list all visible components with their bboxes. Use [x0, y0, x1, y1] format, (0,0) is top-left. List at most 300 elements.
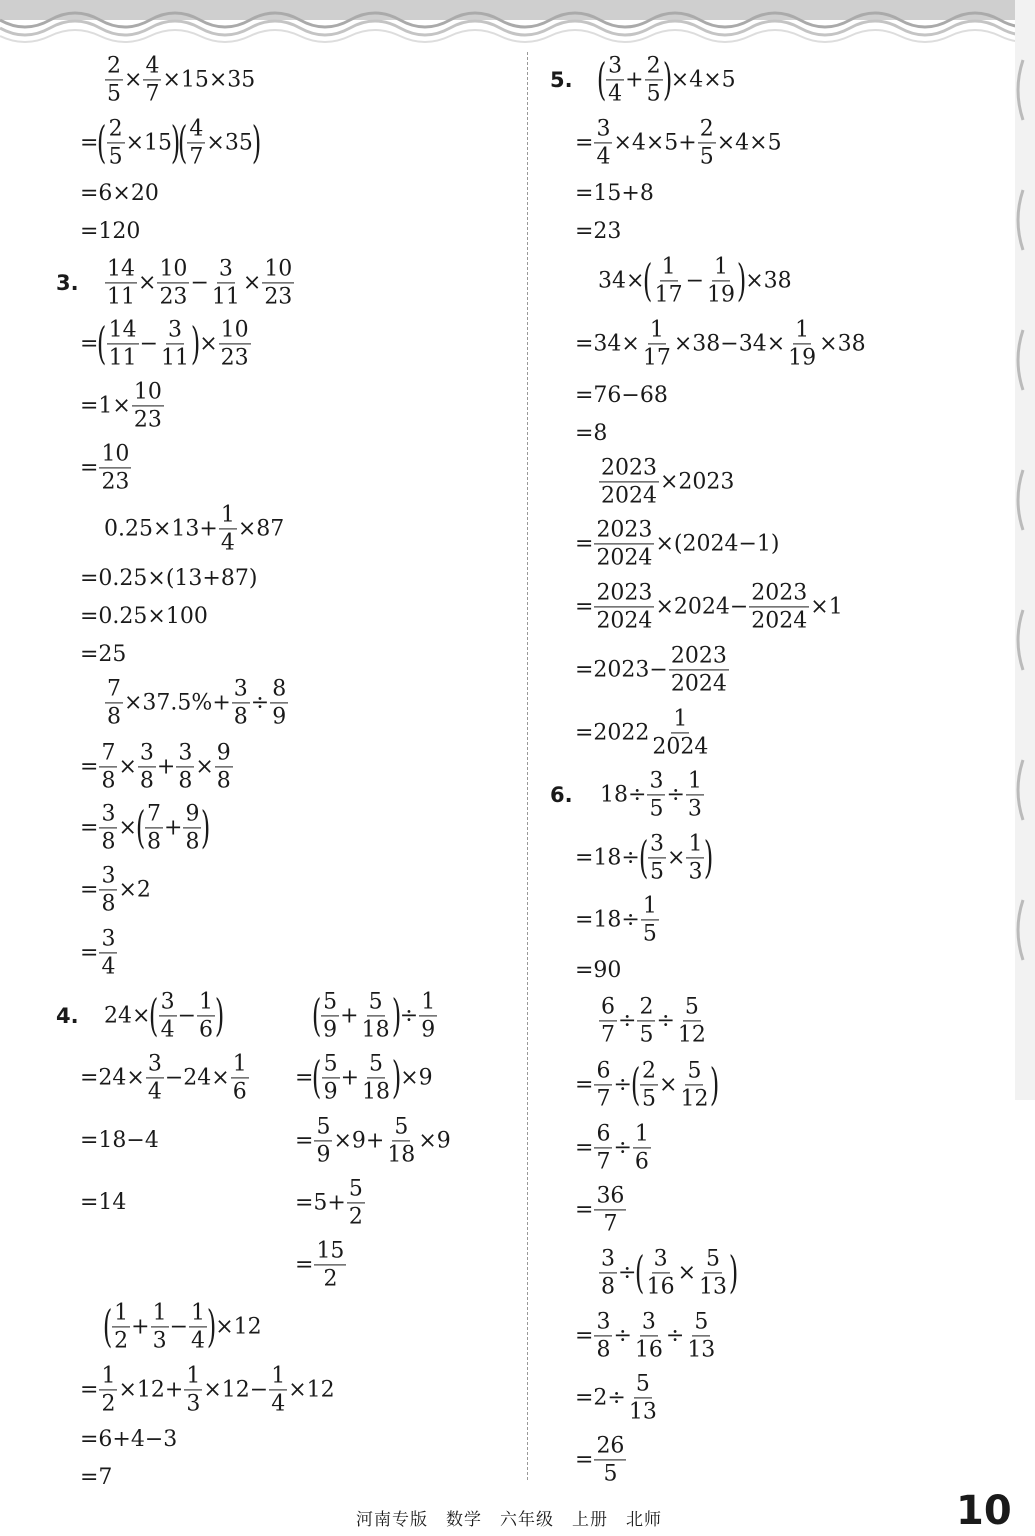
numerator: 9: [183, 802, 201, 828]
math-text: =6+4−3: [80, 1427, 178, 1452]
equation-line: [104, 1301, 262, 1352]
fraction: [99, 864, 117, 915]
math-text: =: [80, 331, 99, 356]
math-text: =5+: [295, 1190, 346, 1215]
denominator: 8: [178, 768, 193, 794]
parenthesis: ): [190, 318, 201, 369]
equation-line: [575, 221, 621, 243]
numerator: 2023: [594, 518, 654, 544]
denominator: 4: [101, 954, 116, 980]
math-text: =7: [80, 1465, 113, 1490]
page-number: 10: [956, 1488, 1012, 1534]
equation-line: [575, 1184, 627, 1235]
numerator: 2023: [599, 456, 659, 482]
numerator: 1: [151, 1301, 169, 1327]
math-text: =23: [575, 219, 622, 244]
fraction: [187, 117, 205, 168]
denominator: 4: [191, 1328, 206, 1354]
fraction: [705, 255, 737, 306]
math-text: ×: [242, 270, 262, 295]
parenthesis: (: [149, 990, 159, 1041]
math-text: ×: [138, 270, 157, 295]
parenthesis: ): [201, 802, 211, 853]
math-text: =: [575, 130, 594, 155]
numerator: 3: [176, 741, 194, 767]
fraction: [269, 1364, 287, 1415]
equation-line: [80, 318, 252, 369]
denominator: 23: [220, 345, 249, 371]
numerator: 3: [647, 769, 665, 795]
numerator: 10: [157, 257, 189, 283]
denominator: 3: [152, 1328, 167, 1354]
fraction: [678, 1059, 710, 1110]
fraction: [594, 1310, 612, 1361]
fraction: [641, 318, 673, 369]
numerator: 3: [652, 1247, 670, 1273]
numerator: 3: [594, 1310, 612, 1336]
fraction: [151, 1301, 169, 1352]
fraction: [599, 995, 617, 1046]
numerator: 1: [231, 1052, 249, 1078]
fraction: [99, 1364, 117, 1415]
fraction: [594, 117, 612, 168]
equation-line: [575, 832, 713, 883]
denominator: 7: [145, 81, 160, 107]
numerator: 3: [166, 318, 184, 344]
fraction: [594, 1122, 612, 1173]
fraction: [637, 995, 655, 1046]
equation-line: [80, 927, 118, 978]
fraction: [219, 503, 237, 554]
parenthesis: ): [206, 1301, 217, 1352]
math-text: ×38−34×: [673, 331, 786, 356]
equation-line: [104, 257, 295, 308]
parenthesis: (: [97, 318, 107, 369]
denominator: 8: [233, 704, 248, 730]
denominator: 8: [107, 704, 121, 730]
math-text: ×12+: [118, 1377, 184, 1402]
fraction: [210, 257, 242, 308]
math-text: =6×20: [80, 181, 159, 206]
math-text: =: [80, 1377, 99, 1402]
fraction: [676, 995, 708, 1046]
fraction: [321, 990, 339, 1041]
fraction: [112, 1301, 130, 1352]
fraction: [146, 1052, 164, 1103]
parenthesis: ): [391, 1052, 402, 1103]
denominator: 18: [362, 1079, 391, 1105]
numerator: 1: [99, 1364, 117, 1390]
numerator: 3: [99, 802, 117, 828]
math-text: ×4×5+: [613, 130, 697, 155]
numerator: 6: [594, 1059, 612, 1085]
denominator: 18: [387, 1142, 416, 1168]
math-text: ×15: [125, 130, 173, 155]
fraction: [105, 54, 123, 105]
fraction: [385, 1115, 417, 1166]
fraction: [669, 644, 729, 695]
denominator: 17: [654, 282, 683, 308]
denominator: 4: [147, 1079, 162, 1105]
equation-line: [80, 183, 159, 205]
denominator: 2024: [670, 671, 727, 697]
equation-line: [575, 117, 782, 168]
denominator: 5: [642, 921, 657, 947]
fraction: [105, 677, 123, 728]
fraction: [159, 318, 191, 369]
math-text: +: [156, 754, 176, 779]
math-text: =: [80, 877, 99, 902]
numerator: 1: [641, 894, 659, 920]
numerator: 7: [99, 741, 117, 767]
numerator: 4: [187, 117, 205, 143]
denominator: 11: [108, 345, 137, 371]
math-text: ×37.5%+: [124, 690, 231, 715]
numerator: 6: [594, 1122, 612, 1148]
math-text: ×: [659, 1072, 678, 1097]
equation-line: [80, 1364, 335, 1415]
fraction: [138, 741, 156, 792]
fraction: [99, 802, 117, 853]
fraction: [262, 257, 294, 308]
math-text: =: [295, 1128, 314, 1153]
fraction: [360, 990, 392, 1041]
fraction: [599, 456, 659, 507]
math-text: =2023−: [575, 657, 668, 682]
denominator: 9: [421, 1017, 436, 1043]
parenthesis: ): [214, 990, 225, 1041]
math-text: ÷: [399, 1003, 419, 1028]
math-text: ×: [195, 754, 214, 779]
math-text: ×: [118, 754, 137, 779]
math-text: −: [139, 331, 159, 356]
math-text: =: [295, 1252, 314, 1277]
fraction: [145, 802, 163, 853]
equation-line: [575, 1310, 718, 1361]
denominator: 2: [323, 1266, 338, 1292]
equation-line: [80, 1192, 126, 1214]
denominator: 2024: [596, 608, 653, 634]
equation-line: [575, 423, 607, 445]
equation-line: [104, 503, 284, 554]
numerator: 3: [606, 54, 624, 80]
math-text: ×: [199, 331, 218, 356]
fraction: [99, 927, 117, 978]
equation-line: [575, 707, 711, 758]
parenthesis: ): [736, 255, 747, 306]
fraction: [641, 894, 659, 945]
math-text: 18÷: [600, 782, 647, 807]
parenthesis: ): [710, 1059, 720, 1110]
numerator: 5: [322, 1052, 340, 1078]
math-text: ×2: [118, 877, 151, 902]
numerator: 7: [145, 802, 163, 828]
math-text: =: [575, 531, 594, 556]
equation-line: [80, 741, 234, 792]
math-text: −: [169, 1314, 189, 1339]
equation-line: [598, 255, 792, 306]
math-text: 24×: [104, 1003, 151, 1028]
denominator: 8: [216, 768, 231, 794]
equation-line: [598, 456, 734, 507]
numerator: 2023: [669, 644, 729, 670]
parenthesis: (: [102, 1301, 113, 1352]
denominator: 6: [634, 1149, 649, 1175]
denominator: 18: [361, 1017, 390, 1043]
math-text: ×12: [288, 1377, 335, 1402]
math-text: =: [575, 1447, 594, 1472]
numerator: 1: [793, 318, 811, 344]
parenthesis: ): [704, 832, 714, 883]
parenthesis: (: [97, 117, 107, 168]
math-text: ×1: [810, 594, 843, 619]
fraction: [749, 581, 809, 632]
denominator: 9: [272, 704, 287, 730]
numerator: 1: [648, 318, 666, 344]
numerator: 5: [683, 995, 701, 1021]
fraction: [183, 802, 201, 853]
math-text: =: [80, 455, 99, 480]
numerator: 3: [99, 927, 117, 953]
numerator: 3: [159, 990, 177, 1016]
parenthesis: (: [178, 117, 188, 168]
fraction: [184, 1364, 202, 1415]
numerator: 3: [217, 257, 235, 283]
math-text: ×9+: [333, 1128, 385, 1153]
denominator: 3: [688, 859, 703, 885]
math-text: =: [575, 594, 594, 619]
numerator: 14: [105, 257, 137, 283]
fraction: [159, 990, 177, 1041]
equation-line: [575, 1372, 660, 1423]
fraction: [107, 117, 125, 168]
numerator: 5: [321, 990, 339, 1016]
denominator: 4: [608, 81, 623, 107]
equation-line: [575, 1059, 719, 1110]
numerator: 3: [99, 864, 117, 890]
math-text: ×: [667, 845, 686, 870]
equation-line: [80, 568, 257, 590]
numerator: 14: [107, 318, 139, 344]
fraction: [215, 741, 233, 792]
fraction: [633, 1122, 651, 1173]
math-text: ×12−: [203, 1377, 269, 1402]
parenthesis: (: [135, 802, 146, 853]
parenthesis: ): [170, 117, 181, 168]
fraction: [322, 1052, 340, 1103]
numerator: 1: [419, 990, 437, 1016]
denominator: 8: [596, 1337, 611, 1363]
denominator: 5: [642, 1086, 657, 1112]
denominator: 17: [642, 345, 671, 371]
numerator: 36: [594, 1184, 626, 1210]
fraction: [627, 1372, 659, 1423]
denominator: 9: [316, 1142, 331, 1168]
fraction: [594, 581, 654, 632]
math-text: ×2024−: [655, 594, 749, 619]
equation-line: [598, 1247, 737, 1298]
parenthesis: (: [312, 1052, 322, 1103]
fraction: [594, 1434, 626, 1485]
denominator: 6: [232, 1079, 247, 1105]
parenthesis: (: [638, 832, 649, 883]
denominator: 2: [101, 1391, 116, 1417]
denominator: 7: [603, 1211, 618, 1237]
denominator: 2024: [596, 545, 653, 571]
denominator: 8: [101, 829, 116, 855]
numerator: 15: [314, 1239, 346, 1265]
numerator: 1: [660, 255, 678, 281]
fraction: [685, 1310, 717, 1361]
math-text: −24×: [164, 1065, 230, 1090]
denominator: 6: [199, 1017, 214, 1043]
fraction: [645, 54, 663, 105]
equation-line: [80, 1467, 112, 1489]
denominator: 19: [707, 282, 736, 308]
equation-line: [575, 318, 866, 369]
parenthesis: (: [630, 1059, 641, 1110]
math-text: =90: [575, 958, 622, 983]
equation-line: [295, 1115, 451, 1166]
denominator: 5: [699, 144, 714, 170]
numerator: 5: [704, 1247, 722, 1273]
column-divider: [527, 52, 528, 1480]
denominator: 8: [101, 768, 116, 794]
numerator: 4: [143, 54, 161, 80]
denominator: 23: [133, 407, 162, 433]
equation-line: [295, 1239, 347, 1290]
denominator: 9: [323, 1017, 338, 1043]
fraction: [640, 1059, 658, 1110]
denominator: 11: [211, 284, 240, 310]
math-text: =18÷: [575, 907, 640, 932]
math-text: =24×: [80, 1065, 145, 1090]
math-text: ×35: [206, 130, 253, 155]
equation-line: [575, 894, 660, 945]
math-text: ÷: [666, 782, 685, 807]
fraction: [231, 1052, 249, 1103]
math-text: −: [177, 1003, 197, 1028]
equation-line: [80, 117, 260, 168]
denominator: 7: [596, 1086, 611, 1112]
equation-line: [598, 54, 736, 105]
parenthesis: ): [251, 117, 262, 168]
numerator: 10: [132, 380, 164, 406]
math-text: ×4×5: [670, 67, 736, 92]
math-text: =76−68: [575, 383, 668, 408]
denominator: 12: [680, 1086, 709, 1112]
equation-line: [80, 380, 165, 431]
math-text: ÷: [250, 690, 270, 715]
fraction: [132, 380, 164, 431]
fraction: [650, 707, 710, 758]
math-text: +: [340, 1065, 360, 1090]
numerator: 2: [645, 54, 663, 80]
numerator: 10: [219, 318, 251, 344]
numerator: 1: [633, 1122, 651, 1148]
math-text: ÷: [618, 1260, 637, 1285]
denominator: 16: [634, 1337, 663, 1363]
math-text: ÷: [613, 1323, 632, 1348]
denominator: 4: [160, 1017, 175, 1043]
denominator: 7: [189, 144, 204, 170]
math-text: +: [164, 815, 183, 840]
fraction: [786, 318, 818, 369]
numerator: 2: [105, 54, 123, 80]
numerator: 1: [184, 1364, 202, 1390]
numerator: 1: [189, 1301, 207, 1327]
equation-line: [295, 1177, 366, 1228]
fraction: [594, 1059, 612, 1110]
math-text: ×2023: [660, 469, 735, 494]
math-text: =: [575, 1135, 594, 1160]
numerator: 8: [270, 677, 288, 703]
numerator: 10: [262, 257, 294, 283]
equation-line: [575, 581, 843, 632]
denominator: 16: [646, 1274, 675, 1300]
fraction: [107, 318, 139, 369]
fraction: [105, 257, 137, 308]
denominator: 9: [323, 1079, 338, 1105]
denominator: 2024: [601, 483, 657, 509]
numerator: 1: [112, 1301, 130, 1327]
numerator: 5: [634, 1372, 652, 1398]
equation-line: [80, 802, 210, 853]
denominator: 23: [101, 469, 130, 495]
numerator: 2023: [594, 581, 654, 607]
equation-line: [80, 644, 126, 666]
numerator: 3: [232, 677, 250, 703]
fraction: [314, 1115, 332, 1166]
numerator: 5: [367, 990, 385, 1016]
math-text: ÷: [613, 1072, 632, 1097]
fraction: [594, 518, 654, 569]
top-wave-border: [0, 0, 1035, 52]
math-text: ÷: [618, 1008, 637, 1033]
denominator: 8: [139, 768, 154, 794]
numerator: 7: [105, 677, 123, 703]
numerator: 6: [599, 995, 617, 1021]
numerator: 5: [314, 1115, 332, 1141]
math-text: =: [80, 815, 99, 840]
numerator: 9: [215, 741, 233, 767]
math-text: −: [685, 268, 705, 293]
numerator: 1: [671, 707, 689, 733]
fraction: [653, 255, 685, 306]
numerator: 10: [99, 442, 131, 468]
numerator: 5: [347, 1177, 365, 1203]
fraction: [633, 1310, 665, 1361]
math-text: =34×: [575, 331, 640, 356]
numerator: 26: [594, 1434, 626, 1460]
equation-line: [80, 1429, 177, 1451]
denominator: 8: [185, 829, 200, 855]
fraction: [647, 769, 665, 820]
denominator: 5: [603, 1461, 618, 1487]
fraction: [645, 1247, 677, 1298]
fraction: [99, 741, 117, 792]
fraction: [698, 117, 716, 168]
math-text: =2÷: [575, 1385, 626, 1410]
fraction: [686, 769, 704, 820]
fraction: [314, 1239, 346, 1290]
equation-line: [575, 1434, 627, 1485]
math-text: =: [575, 1072, 594, 1097]
denominator: 4: [596, 144, 611, 170]
math-text: ×4×5: [716, 130, 782, 155]
equation-line: [104, 990, 223, 1041]
denominator: 7: [596, 1149, 611, 1175]
